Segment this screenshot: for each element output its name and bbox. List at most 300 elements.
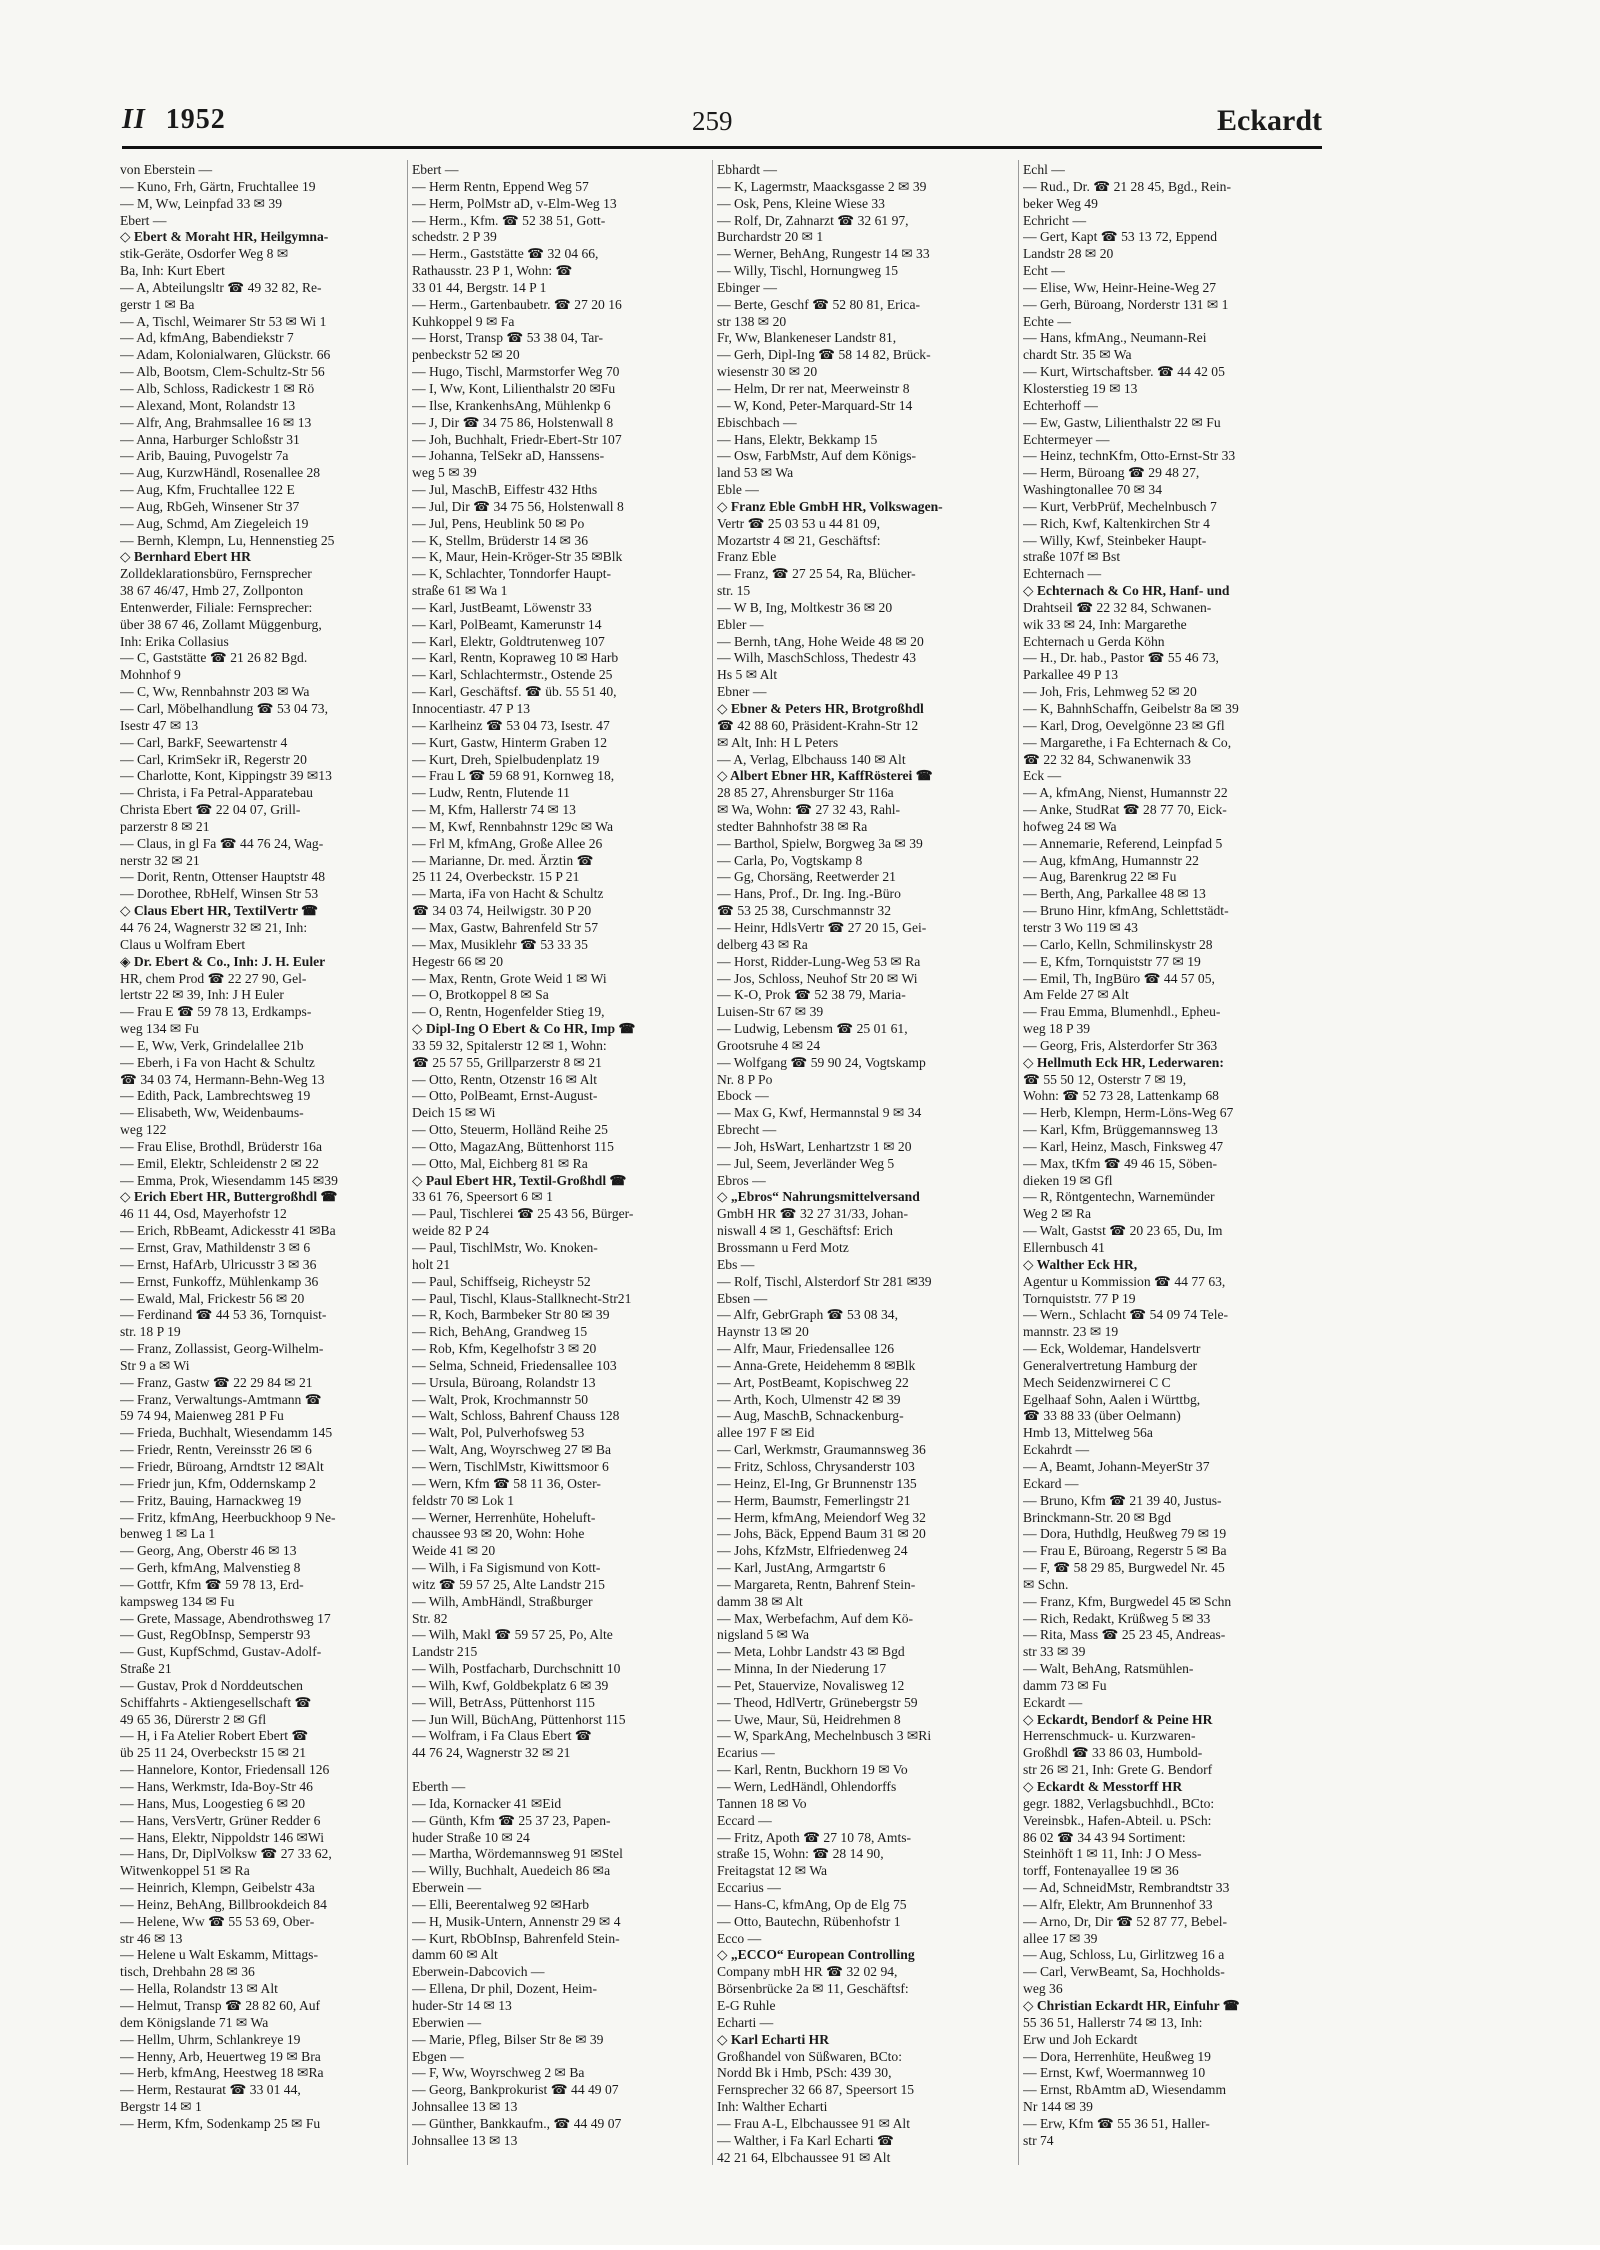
- directory-entry-line: Str 9 a ✉ Wi: [120, 1357, 190, 1373]
- directory-entry-line: Vertr ☎ 25 03 53 u 44 81 09,: [717, 515, 881, 531]
- directory-entry-line: ◇ „ECCO“ European Controlling: [717, 1947, 915, 1963]
- directory-entry-line: — Rich, BehAng, Grandweg 15: [412, 1324, 588, 1340]
- directory-entry-line: — Wilh, Postfacharb, Durchschnitt 10: [412, 1661, 621, 1677]
- directory-entry-line: — Herb, Klempn, Herm-Löns-Weg 67: [1023, 1105, 1234, 1121]
- directory-entry-line: — Meta, Lohbr Landstr 43 ✉ Bgd: [717, 1644, 905, 1660]
- directory-entry-line: ◇ Paul Ebert HR, Textil-Großhdl ☎: [412, 1172, 627, 1188]
- directory-entry-line: 33 01 44, Bergstr. 14 P 1: [412, 279, 547, 295]
- directory-entry-line: ☎ 34 03 74, Hermann-Behn-Weg 13: [120, 1071, 325, 1087]
- directory-entry-line: str 33 ✉ 39: [1023, 1644, 1086, 1660]
- directory-entry-line: — Wilh, MaschSchloss, Thedestr 43: [717, 650, 917, 666]
- directory-entry-line: — Hans, Werkmstr, Ida-Boy-Str 46: [120, 1779, 313, 1794]
- directory-entry-line: — Helm, Dr rer nat, Meerweinstr 8: [717, 380, 910, 396]
- directory-entry-line: — Helene, Ww ☎ 55 53 69, Ober-: [120, 1913, 315, 1929]
- directory-entry-line: — Ida, Kornacker 41 ✉Eid: [412, 1795, 562, 1811]
- directory-entry-line: Echternach u Gerda Köhn: [1023, 633, 1165, 649]
- directory-entry-line: — Herm, PolMstr aD, v-Elm-Weg 13: [412, 195, 617, 211]
- directory-entry-line: — Heinz, BehAng, Billbrookdeich 84: [120, 1896, 327, 1912]
- directory-entry-line: Eberth —: [412, 1779, 466, 1794]
- directory-entry-line: üb 25 11 24, Overbeckstr 15 ✉ 21: [120, 1745, 307, 1761]
- directory-entry-line: — Hellm, Uhrm, Schlankreye 19: [120, 2031, 301, 2047]
- directory-entry-line: Inh: Walther Echarti: [717, 2099, 828, 2115]
- directory-entry-line: — Arno, Dr, Dir ☎ 52 87 77, Bebel-: [1023, 1913, 1228, 1929]
- directory-entry-line: — Adam, Kolonialwaren, Glückstr. 66: [120, 347, 331, 363]
- directory-entry-line: — Rich, Kwf, Kaltenkirchen Str 4: [1023, 515, 1210, 531]
- directory-entry-line: — Karl, Drog, Oevelgönne 23 ✉ Gfl: [1023, 717, 1225, 733]
- directory-entry-line: ◈ Dr. Ebert & Co., Inh: J. H. Euler: [120, 953, 326, 969]
- directory-entry-line: — Georg, Fris, Alsterdorfer Str 363: [1023, 1037, 1218, 1053]
- directory-entry-line: — Paul, TischlMstr, Wo. Knoken-: [412, 1240, 598, 1255]
- directory-entry-line: — Fritz, Bauing, Harnackweg 19: [120, 1492, 302, 1508]
- header-roman: II: [122, 104, 146, 135]
- directory-entry-line: Vereinsbk., Hafen-Abteil. u. PSch:: [1023, 1812, 1212, 1828]
- directory-entry-line: — Grete, Massage, Abendrothsweg 17: [120, 1610, 331, 1626]
- directory-entry-line: — Wern., Schlacht ☎ 54 09 74 Tele-: [1023, 1307, 1229, 1323]
- page-header: [122, 100, 1322, 148]
- directory-entry-line: — Ilse, KrankenhsAng, Mühlenkp 6: [412, 397, 611, 413]
- directory-entry-line: — Emma, Prok, Wiesendamm 145 ✉39: [120, 1172, 338, 1188]
- directory-entry-line: — Aug, Schmd, Am Ziegeleich 19: [120, 515, 309, 531]
- directory-entry-line: Ebert —: [412, 162, 459, 177]
- directory-entry-line: Haynstr 13 ✉ 20: [717, 1324, 809, 1340]
- directory-entry-line: — Hans, Mus, Loogestieg 6 ✉ 20: [120, 1795, 306, 1811]
- directory-entry-line: — Joh, HsWart, Lenhartzstr 1 ✉ 20: [717, 1138, 912, 1154]
- directory-entry-line: — C, Ww, Rennbahnstr 203 ✉ Wa: [120, 684, 310, 700]
- directory-entry-line: ◇ Echternach & Co HR, Hanf- und: [1023, 583, 1230, 599]
- directory-entry-line: — Walt, Gastst ☎ 20 23 65, Du, Im: [1023, 1223, 1223, 1239]
- directory-entry-line: damm 73 ✉ Fu: [1023, 1677, 1107, 1693]
- directory-entry-line: Claus u Wolfram Ebert: [120, 936, 246, 952]
- directory-entry-line: parzerstr 8 ✉ 21: [120, 818, 210, 834]
- directory-entry-line: — Dorit, Rentn, Ottenser Hauptstr 48: [120, 869, 326, 885]
- directory-entry-line: — Hannelore, Kontor, Friedensall 126: [120, 1762, 330, 1778]
- directory-entry-line: — Franz, Verwaltungs-Amtmann ☎: [120, 1391, 322, 1407]
- directory-entry-line: — Frau Elise, Brothdl, Brüderstr 16a: [120, 1138, 322, 1154]
- directory-entry-line: Innocentiastr. 47 P 13: [412, 701, 531, 716]
- directory-entry-line: — Anke, StudRat ☎ 28 77 70, Eick-: [1023, 802, 1227, 818]
- directory-entry-line: ◇ „Ebros“ Nahrungsmittelversand: [717, 1189, 920, 1205]
- directory-entry-line: penbeckstr 52 ✉ 20: [412, 347, 520, 363]
- directory-entry-line: Ecarius —: [717, 1745, 775, 1761]
- directory-entry-line: — Walther, i Fa Karl Echarti ☎: [717, 2132, 894, 2148]
- directory-entry-line: Kuhkoppel 9 ✉ Fa: [412, 313, 515, 329]
- directory-entry-line: Fr, Ww, Blankeneser Landstr 81,: [717, 330, 897, 346]
- directory-entry-line: — Ernst, HafArb, Ulricusstr 3 ✉ 36: [120, 1256, 317, 1272]
- directory-entry-line: — Jos, Schloss, Neuhof Str 20 ✉ Wi: [717, 970, 918, 986]
- directory-entry-line: ◇ Claus Ebert HR, TextilVertr ☎: [120, 903, 319, 919]
- directory-entry-line: Echternach —: [1023, 566, 1102, 582]
- page-edge: [0, 2245, 1600, 2250]
- directory-entry-line: — Hans-C, kfmAng, Op de Elg 75: [717, 1896, 907, 1912]
- directory-entry-line: — Minna, In der Niederung 17: [717, 1661, 887, 1677]
- directory-entry-line: Ebsen —: [717, 1290, 768, 1306]
- directory-entry-line: ◇ Albert Ebner HR, KaffRösterei ☎: [717, 768, 933, 784]
- directory-entry-line: — Otto, Mal, Eichberg 81 ✉ Ra: [412, 1155, 588, 1171]
- directory-entry-line: — Christa, i Fa Petral-Apparatebau: [120, 785, 313, 801]
- directory-entry-line: str 74: [1023, 2132, 1054, 2148]
- directory-entry-line: — Ernst, Grav, Mathildenstr 3 ✉ 6: [120, 1240, 311, 1255]
- directory-entry-line: — Werner, Herrenhüte, Hoheluft-: [412, 1509, 596, 1525]
- directory-entry-line: — Wern, LedHändl, Ohlendorffs: [717, 1779, 897, 1794]
- directory-entry-line: — Ellena, Dr phil, Dozent, Heim-: [412, 1981, 597, 1997]
- directory-entry-line: — Georg, Ang, Oberstr 46 ✉ 13: [120, 1543, 297, 1559]
- directory-entry-line: — A, kfmAng, Nienst, Humannstr 22: [1023, 785, 1228, 801]
- directory-entry-line: Entenwerder, Filiale: Fernsprecher:: [120, 599, 313, 615]
- directory-entry-line: Eberwien —: [412, 2014, 482, 2030]
- directory-entry-line: — Gerh, Dipl-Ing ☎ 58 14 82, Brück-: [717, 347, 931, 363]
- directory-entry-line: — Herm, kfmAng, Meiendorf Weg 32: [717, 1509, 926, 1525]
- directory-entry-line: Egelhaaf Sohn, Aalen i Württbg,: [1023, 1391, 1201, 1407]
- directory-entry-line: — Wern, Kfm ☎ 58 11 36, Oster-: [412, 1475, 601, 1491]
- directory-entry-line: — Frau L ☎ 59 68 91, Kornweg 18,: [412, 768, 615, 784]
- directory-entry-line: damm 60 ✉ Alt: [412, 1947, 498, 1963]
- directory-entry-line: — Charlotte, Kont, Kippingstr 39 ✉13: [120, 768, 332, 784]
- directory-entry-line: — Hella, Rolandstr 13 ✉ Alt: [120, 1981, 278, 1997]
- directory-entry-line: — Anna-Grete, Heidehemm 8 ✉Blk: [717, 1357, 916, 1373]
- directory-entry-line: Nr. 8 P Po: [717, 1071, 773, 1087]
- directory-entry-line: Ebs —: [717, 1256, 755, 1272]
- directory-entry-line: 49 65 36, Dürerstr 2 ✉ Gfl: [120, 1711, 267, 1727]
- directory-entry-line: — Karl, JustAng, Armgartstr 6: [717, 1560, 886, 1576]
- directory-entry-line: — Frau A-L, Elbchaussee 91 ✉ Alt: [717, 2115, 910, 2131]
- directory-entry-line: damm 38 ✉ Alt: [717, 1593, 803, 1609]
- directory-entry-line: — Wilh, i Fa Sigismund von Kott-: [412, 1560, 601, 1576]
- directory-entry-line: — Theod, HdlVertr, Grünebergstr 59: [717, 1694, 918, 1710]
- directory-entry-line: GmbH HR ☎ 32 27 31/33, Johan-: [717, 1206, 909, 1222]
- directory-entry-line: — M, Kfm, Hallerstr 74 ✉ 13: [412, 802, 576, 818]
- directory-entry-line: — Otto, Rentn, Otzenstr 16 ✉ Alt: [412, 1071, 598, 1087]
- directory-entry-line: — Heinr, HdlsVertr ☎ 27 20 15, Gei-: [717, 919, 927, 935]
- page-number: 259: [692, 106, 733, 136]
- directory-entry-line: — Horst, Ridder-Lung-Weg 53 ✉ Ra: [717, 953, 921, 969]
- directory-entry-line: Eckahrdt —: [1023, 1442, 1090, 1458]
- directory-entry-line: 25 11 24, Overbeckstr. 15 P 21: [412, 869, 580, 885]
- directory-entry-line: ☎ 34 03 74, Heilwigstr. 30 P 20: [412, 903, 592, 919]
- directory-entry-line: — Dora, Huthdlg, Heußweg 79 ✉ 19: [1023, 1526, 1227, 1542]
- directory-entry-line: — Gottfr, Kfm ☎ 59 78 13, Erd-: [120, 1576, 304, 1592]
- directory-entry-line: — Franz, Zollassist, Georg-Wilhelm-: [120, 1341, 324, 1357]
- directory-entry-line: dem Königslande 71 ✉ Wa: [120, 2014, 269, 2030]
- directory-entry-line: — Art, PostBeamt, Kopischweg 22: [717, 1374, 909, 1390]
- directory-entry-line: Schiffahrts - Aktiengesellschaft ☎: [120, 1694, 312, 1710]
- directory-entry-line: — Ernst, Funkoffz, Mühlenkamp 36: [120, 1273, 319, 1289]
- directory-entry-line: — Kuno, Frh, Gärtn, Fruchtallee 19: [120, 178, 316, 194]
- directory-entry-line: — Herm, Büroang ☎ 29 48 27,: [1023, 465, 1200, 481]
- directory-entry-line: — Wilh, Makl ☎ 59 57 25, Po, Alte: [412, 1627, 613, 1643]
- directory-entry-line: — Pet, Stauervize, Novalisweg 12: [717, 1677, 905, 1693]
- directory-entry-line: — Gerh, kfmAng, Malvenstieg 8: [120, 1560, 301, 1576]
- directory-entry-line: — Walt, Schloss, Bahrenf Chauss 128: [412, 1408, 620, 1424]
- directory-entry-line: — Franz, ☎ 27 25 54, Ra, Blücher-: [717, 566, 916, 582]
- directory-entry-line: Ellernbusch 41: [1023, 1240, 1105, 1255]
- directory-entry-line: — Herm, Baumstr, Femerlingstr 21: [717, 1492, 911, 1508]
- directory-entry-line: — Günth, Kfm ☎ 25 37 23, Papen-: [412, 1812, 611, 1828]
- directory-entry-line: straße 15, Wohn: ☎ 28 14 90,: [717, 1846, 884, 1862]
- directory-entry-line: über 38 67 46, Zollamt Müggenburg,: [120, 616, 322, 632]
- directory-entry-line: — Ad, SchneidMstr, Rembrandtstr 33: [1023, 1880, 1230, 1896]
- directory-entry-line: mannstr. 23 ✉ 19: [1023, 1324, 1119, 1340]
- directory-entry-line: — Willy, Tischl, Hornungweg 15: [717, 263, 899, 279]
- column-divider: [407, 160, 408, 2165]
- directory-entry-line: — Otto, MagazAng, Büttenhorst 115: [412, 1138, 614, 1154]
- directory-entry-line: — Jul, MaschB, Eiffestr 432 Hths: [412, 482, 598, 498]
- directory-entry-line: — Heinz, El-Ing, Gr Brunnenstr 135: [717, 1475, 917, 1491]
- directory-entry-line: — Bernh, Klempn, Lu, Hennenstieg 25: [120, 532, 335, 548]
- directory-entry-line: — Hans, VersVertr, Grüner Redder 6: [120, 1812, 321, 1828]
- directory-entry-line: — Hans, Elektr, Nippoldstr 146 ✉Wi: [120, 1829, 324, 1845]
- directory-entry-line: Mohnhof 9: [120, 667, 181, 683]
- directory-entry-line: — Annemarie, Referend, Leinpfad 5: [1023, 835, 1223, 851]
- directory-entry-line: — R, Koch, Barmbeker Str 80 ✉ 39: [412, 1307, 610, 1323]
- directory-entry-line: Witwenkoppel 51 ✉ Ra: [120, 1863, 250, 1879]
- directory-entry-line: — Gust, KupfSchmd, Gustav-Adolf-: [120, 1644, 322, 1660]
- directory-entry-line: Parkallee 49 P 13: [1023, 667, 1119, 683]
- running-head: Eckardt: [1217, 104, 1322, 137]
- directory-entry-line: — Hans, Prof., Dr. Ing. Ing.-Büro: [717, 886, 901, 902]
- directory-entry-line: — Martha, Wördemannsweg 91 ✉Stel: [412, 1846, 623, 1862]
- directory-entry-line: Tannen 18 ✉ Vo: [717, 1795, 807, 1811]
- directory-entry-line: — Aug, Barenkrug 22 ✉ Fu: [1023, 869, 1177, 885]
- directory-entry-line: Großhandel von Süßwaren, BCto:: [717, 2048, 903, 2064]
- directory-entry-line: — Wilh, Kwf, Goldbekplatz 6 ✉ 39: [412, 1677, 609, 1693]
- directory-entry-line: weg 122: [120, 1122, 167, 1138]
- column-divider: [1018, 160, 1019, 2165]
- directory-entry-line: E-G Ruhle: [717, 1997, 776, 2013]
- directory-entry-line: — Rita, Mass ☎ 25 23 45, Andreas-: [1023, 1627, 1226, 1643]
- directory-entry-line: — Fritz, Schloss, Chrysanderstr 103: [717, 1458, 915, 1474]
- directory-entry-line: torff, Fontenayallee 19 ✉ 36: [1023, 1863, 1179, 1879]
- directory-entry-line: — Karl, Heinz, Masch, Finksweg 47: [1023, 1138, 1224, 1154]
- directory-entry-line: — Walt, Prok, Krochmannstr 50: [412, 1391, 589, 1407]
- directory-entry-line: — W, Kond, Peter-Marquard-Str 14: [717, 397, 913, 413]
- directory-entry-line: Drahtseil ☎ 22 32 84, Schwanen-: [1023, 599, 1212, 615]
- directory-entry-line: beker Weg 49: [1023, 195, 1098, 211]
- directory-entry-line: Johnsallee 13 ✉ 13: [412, 2132, 518, 2148]
- directory-entry-line: — A, Verlag, Elbchauss 140 ✉ Alt: [717, 751, 906, 767]
- directory-entry-line: Christa Ebert ☎ 22 04 07, Grill-: [120, 802, 301, 818]
- directory-entry-line: ☎ 42 88 60, Präsident-Krahn-Str 12: [717, 717, 919, 733]
- directory-entry-line: — Helene u Walt Eskamm, Mittags-: [120, 1947, 318, 1963]
- directory-entry-line: Bergstr 14 ✉ 1: [120, 2099, 202, 2115]
- directory-entry-line: — Günther, Bankkaufm., ☎ 44 49 07: [412, 2115, 622, 2131]
- directory-entry-line: ✉ Wa, Wohn: ☎ 27 32 43, Rahl-: [717, 802, 901, 818]
- directory-entry-line: Nordd Bk i Hmb, PSch: 439 30,: [717, 2065, 892, 2081]
- directory-entry-line: Freitagstat 12 ✉ Wa: [717, 1863, 828, 1879]
- directory-entry-line: Eckardt —: [1023, 1694, 1083, 1710]
- directory-entry-line: Grootsruhe 4 ✉ 24: [717, 1037, 821, 1053]
- directory-entry-line: — Hans, kfmAng., Neumann-Rei: [1023, 330, 1207, 346]
- directory-entry-line: 59 74 94, Maienweg 281 P Fu: [120, 1408, 284, 1424]
- directory-entry-line: ◇ Eckardt & Messtorff HR: [1023, 1779, 1183, 1794]
- directory-entry-line: — Marie, Pfleg, Bilser Str 8e ✉ 39: [412, 2031, 604, 2047]
- directory-entry-line: — Gust, RegObInsp, Semperstr 93: [120, 1627, 311, 1643]
- directory-entry-line: Generalvertretung Hamburg der: [1023, 1357, 1198, 1373]
- directory-entry-line: — Margareta, Rentn, Bahrenf Stein-: [717, 1576, 916, 1592]
- directory-entry-line: — Walt, Pol, Pulverhofsweg 53: [412, 1425, 585, 1441]
- directory-entry-line: holt 21: [412, 1256, 451, 1272]
- directory-entry-line: — Kurt, Gastw, Hinterm Graben 12: [412, 734, 608, 750]
- directory-entry-line: Weide 41 ✉ 20: [412, 1543, 496, 1559]
- directory-entry-line: — Max, Werbefachm, Auf dem Kö-: [717, 1610, 914, 1626]
- directory-entry-line: feldstr 70 ✉ Lok 1: [412, 1492, 514, 1508]
- header-rule: [122, 146, 1322, 149]
- directory-entry-line: — J, Dir ☎ 34 75 86, Holstenwall 8: [412, 414, 614, 430]
- directory-entry-line: Hs 5 ✉ Alt: [717, 667, 778, 683]
- header-year: 1952: [165, 104, 226, 135]
- directory-entry-line: — Gustav, Prok d Norddeutschen: [120, 1677, 303, 1693]
- directory-entry-line: — Karl, Schlachtermstr., Ostende 25: [412, 667, 613, 683]
- directory-entry-line: — Walt, Ang, Woyrschweg 27 ✉ Ba: [412, 1442, 611, 1458]
- directory-entry-line: land 53 ✉ Wa: [717, 465, 794, 481]
- directory-entry-line: — Elli, Beerentalweg 92 ✉Harb: [412, 1896, 590, 1912]
- directory-entry-line: — Edith, Pack, Lambrechtsweg 19: [120, 1088, 311, 1104]
- directory-entry-line: tisch, Drehbahn 28 ✉ 36: [120, 1964, 255, 1980]
- directory-entry-line: — Hans, Elektr, Bekkamp 15: [717, 431, 878, 447]
- directory-entry-line: — E, Kfm, Tornquiststr 77 ✉ 19: [1023, 953, 1201, 969]
- directory-entry-line: witz ☎ 59 57 25, Alte Landstr 215: [412, 1576, 605, 1592]
- directory-entry-line: weg 134 ✉ Fu: [120, 1021, 199, 1037]
- directory-entry-line: Eble —: [717, 482, 759, 498]
- directory-entry-line: — K, Lagermstr, Maacksgasse 2 ✉ 39: [717, 178, 927, 194]
- directory-entry-line: Luisen-Str 67 ✉ 39: [717, 1004, 824, 1020]
- directory-entry-line: Eccarius —: [717, 1880, 781, 1896]
- directory-entry-line: — Frau E, Büroang, Regerstr 5 ✉ Ba: [1023, 1543, 1227, 1559]
- directory-entry-line: ◇ Dipl-Ing O Ebert & Co HR, Imp ☎: [412, 1021, 636, 1037]
- directory-entry-line: Am Felde 27 ✉ Alt: [1023, 987, 1129, 1003]
- directory-entry-line: — Karl, JustBeamt, Löwenstr 33: [412, 599, 592, 615]
- directory-entry-line: 33 59 32, Spitalerstr 12 ✉ 1, Wohn:: [412, 1037, 607, 1053]
- directory-entry-line: — Bernh, tAng, Hohe Weide 48 ✉ 20: [717, 633, 924, 649]
- directory-entry-line: 46 11 44, Osd, Mayerhofstr 12: [120, 1206, 287, 1222]
- directory-entry-line: huder-Str 14 ✉ 13: [412, 1997, 512, 2013]
- directory-entry-line: 55 36 51, Hallerstr 74 ✉ 13, Inh:: [1023, 2014, 1203, 2030]
- directory-entry-line: Echtermeyer —: [1023, 431, 1110, 447]
- directory-entry-line: Rathausstr. 23 P 1, Wohn: ☎: [412, 263, 573, 279]
- directory-entry-line: Eckard —: [1023, 1475, 1079, 1491]
- directory-column-1: [120, 162, 405, 2133]
- directory-entry-line: Franz Eble: [717, 549, 777, 565]
- directory-entry-line: kampsweg 134 ✉ Fu: [120, 1593, 235, 1609]
- directory-entry-line: — Herm., Gartenbaubetr. ☎ 27 20 16: [412, 296, 622, 312]
- directory-entry-line: wiesenstr 30 ✉ 20: [717, 364, 818, 380]
- directory-entry-line: Ebhardt —: [717, 162, 778, 177]
- directory-entry-line: Washingtonallee 70 ✉ 34: [1023, 482, 1163, 498]
- directory-entry-line: — Friedr, Rentn, Vereinsstr 26 ✉ 6: [120, 1442, 312, 1458]
- directory-entry-line: Eberwein —: [412, 1880, 482, 1896]
- directory-entry-line: — Otto, PolBeamt, Ernst-August-: [412, 1088, 598, 1104]
- directory-entry-line: ☎ 55 50 12, Osterstr 7 ✉ 19,: [1023, 1071, 1187, 1087]
- directory-entry-line: — K, BahnhSchaffn, Geibelstr 8a ✉ 39: [1023, 701, 1239, 716]
- directory-entry-line: — Uwe, Maur, Sü, Heidrehmen 8: [717, 1711, 901, 1727]
- directory-entry-line: — Fritz, kfmAng, Heerbuckhoop 9 Ne-: [120, 1509, 336, 1525]
- directory-entry-line: Ebert —: [120, 212, 167, 228]
- directory-entry-line: Fernsprecher 32 66 87, Speersort 15: [717, 2082, 915, 2098]
- directory-entry-line: — Ludwig, Lebensm ☎ 25 01 61,: [717, 1021, 908, 1037]
- directory-entry-line: lertstr 22 ✉ 39, Inh: J H Euler: [120, 987, 284, 1003]
- directory-entry-line: — Kurt, RbObInsp, Bahrenfeld Stein-: [412, 1930, 620, 1946]
- directory-entry-line: — Helmut, Transp ☎ 28 82 60, Auf: [120, 1997, 321, 2013]
- directory-entry-line: — Claus, in gl Fa ☎ 44 76 24, Wag-: [120, 835, 324, 851]
- directory-entry-line: Tornquiststr. 77 P 19: [1023, 1290, 1136, 1306]
- directory-entry-line: — Horst, Transp ☎ 53 38 04, Tar-: [412, 330, 604, 346]
- directory-entry-line: — Marta, iFa von Hacht & Schultz: [412, 886, 604, 902]
- directory-entry-line: weg 36: [1023, 1981, 1063, 1997]
- directory-entry-line: — Joh, Buchhalt, Friedr-Ebert-Str 107: [412, 431, 622, 447]
- directory-entry-line: Ebock —: [717, 1088, 769, 1104]
- directory-entry-line: ◇ Eckardt, Bendorf & Peine HR: [1023, 1711, 1213, 1727]
- directory-entry-line: — Kurt, VerbPrüf, Mechelnbusch 7: [1023, 498, 1217, 514]
- directory-entry-line: — Paul, Schiffseig, Richeystr 52: [412, 1273, 591, 1289]
- directory-entry-line: — Dora, Herrenhüte, Heußweg 19: [1023, 2048, 1211, 2064]
- directory-entry-line: ◇ Franz Eble GmbH HR, Volkswagen-: [717, 498, 943, 514]
- directory-entry-line: — Gert, Kapt ☎ 53 13 72, Eppend: [1023, 229, 1217, 245]
- directory-entry-line: — Ad, kfmAng, Babendiekstr 7: [120, 330, 294, 346]
- directory-entry-line: von Eberstein —: [120, 162, 213, 177]
- directory-entry-line: — Jul, Pens, Heublink 50 ✉ Po: [412, 515, 585, 531]
- directory-entry-line: chardt Str. 35 ✉ Wa: [1023, 347, 1132, 363]
- directory-entry-line: Echte —: [1023, 313, 1071, 329]
- directory-entry-line: — Jul, Seem, Jeverländer Weg 5: [717, 1155, 895, 1171]
- directory-entry-line: — Franz, Gastw ☎ 22 29 84 ✉ 21: [120, 1374, 313, 1390]
- directory-entry-line: — Fritz, Apoth ☎ 27 10 78, Amts-: [717, 1829, 912, 1845]
- directory-entry-line: Hmb 13, Mittelweg 56a: [1023, 1425, 1153, 1441]
- directory-entry-line: schedstr. 2 P 39: [412, 229, 497, 245]
- directory-entry-line: str 138 ✉ 20: [717, 313, 787, 329]
- directory-entry-line: — Alfr, Elektr, Am Brunnenhof 33: [1023, 1896, 1213, 1912]
- directory-entry-line: — Franz, Kfm, Burgwedel 45 ✉ Schn: [1023, 1593, 1232, 1609]
- directory-entry-line: — Karl, Rentn, Buckhorn 19 ✉ Vo: [717, 1762, 908, 1778]
- directory-entry-line: — Barthol, Spielw, Borgweg 3a ✉ 39: [717, 835, 923, 851]
- directory-entry-line: — Emil, Elektr, Schleidenstr 2 ✉ 22: [120, 1155, 319, 1171]
- directory-entry-line: str 46 ✉ 13: [120, 1930, 183, 1946]
- directory-entry-line: — Max G, Kwf, Hermannstal 9 ✉ 34: [717, 1105, 922, 1121]
- directory-entry-line: — Joh, Fris, Lehmweg 52 ✉ 20: [1023, 684, 1197, 700]
- directory-entry-line: — Aug, RbGeh, Winsener Str 37: [120, 498, 300, 514]
- directory-entry-line: ◇ Ebner & Peters HR, Brotgroßhdl: [717, 701, 924, 716]
- directory-entry-line: Echricht —: [1023, 212, 1087, 228]
- directory-entry-line: — Herb, kfmAng, Heestweg 18 ✉Ra: [120, 2065, 324, 2081]
- directory-entry-line: — O, Rentn, Hogenfelder Stieg 19,: [412, 1004, 605, 1020]
- directory-entry-line: — Frl M, kfmAng, Große Allee 26: [412, 835, 603, 851]
- directory-entry-line: — Aug, KurzwHändl, Rosenallee 28: [120, 465, 321, 481]
- directory-entry-line: hofweg 24 ✉ Wa: [1023, 818, 1117, 834]
- directory-entry-line: Börsenbrücke 2a ✉ 11, Geschäftsf:: [717, 1981, 909, 1997]
- directory-entry-line: — K-O, Prok ☎ 52 38 79, Maria-: [717, 987, 906, 1003]
- directory-entry-line: Steinhöft 1 ✉ 11, Inh: J O Mess-: [1023, 1846, 1202, 1862]
- directory-entry-line: weg 5 ✉ 39: [412, 465, 477, 481]
- directory-entry-line: — M, Kwf, Rennbahnstr 129c ✉ Wa: [412, 818, 614, 834]
- directory-entry-line: — Alfr, Maur, Friedensallee 126: [717, 1341, 895, 1357]
- directory-entry-line: — Friedr, Büroang, Arndtstr 12 ✉Alt: [120, 1458, 324, 1474]
- directory-entry-line: — Wolfgang ☎ 59 90 24, Vogtskamp: [717, 1054, 926, 1070]
- directory-entry-line: — Ew, Gastw, Lilienthalstr 22 ✉ Fu: [1023, 414, 1221, 430]
- directory-entry-line: — Erw, Kfm ☎ 55 36 51, Haller-: [1023, 2115, 1210, 2131]
- directory-entry-line: — Wilh, AmbHändl, Straßburger: [412, 1593, 593, 1609]
- directory-entry-line: ◇ Hellmuth Eck HR, Lederwaren:: [1023, 1054, 1224, 1070]
- directory-entry-line: — Ernst, Kwf, Woermannweg 10: [1023, 2065, 1206, 2081]
- directory-entry-line: — Selma, Schneid, Friedensallee 103: [412, 1357, 617, 1373]
- directory-entry-line: nerstr 32 ✉ 21: [120, 852, 200, 868]
- directory-entry-line: — Erich, RbBeamt, Adickesstr 41 ✉Ba: [120, 1223, 336, 1239]
- directory-entry-line: — F, Ww, Woyrschweg 2 ✉ Ba: [412, 2065, 585, 2081]
- directory-entry-line: Klosterstieg 19 ✉ 13: [1023, 380, 1138, 396]
- directory-entry-line: — Heinrich, Klempn, Geibelstr 43a: [120, 1880, 315, 1896]
- directory-entry-line: — Rob, Kfm, Kegelhofstr 3 ✉ 20: [412, 1341, 597, 1357]
- directory-entry-line: — Max, Gastw, Bahrenfeld Str 57: [412, 919, 598, 935]
- directory-entry-line: HR, chem Prod ☎ 22 27 90, Gel-: [120, 970, 307, 986]
- directory-entry-line: Landstr 215: [412, 1644, 478, 1660]
- directory-entry-line: Deich 15 ✉ Wi: [412, 1105, 496, 1121]
